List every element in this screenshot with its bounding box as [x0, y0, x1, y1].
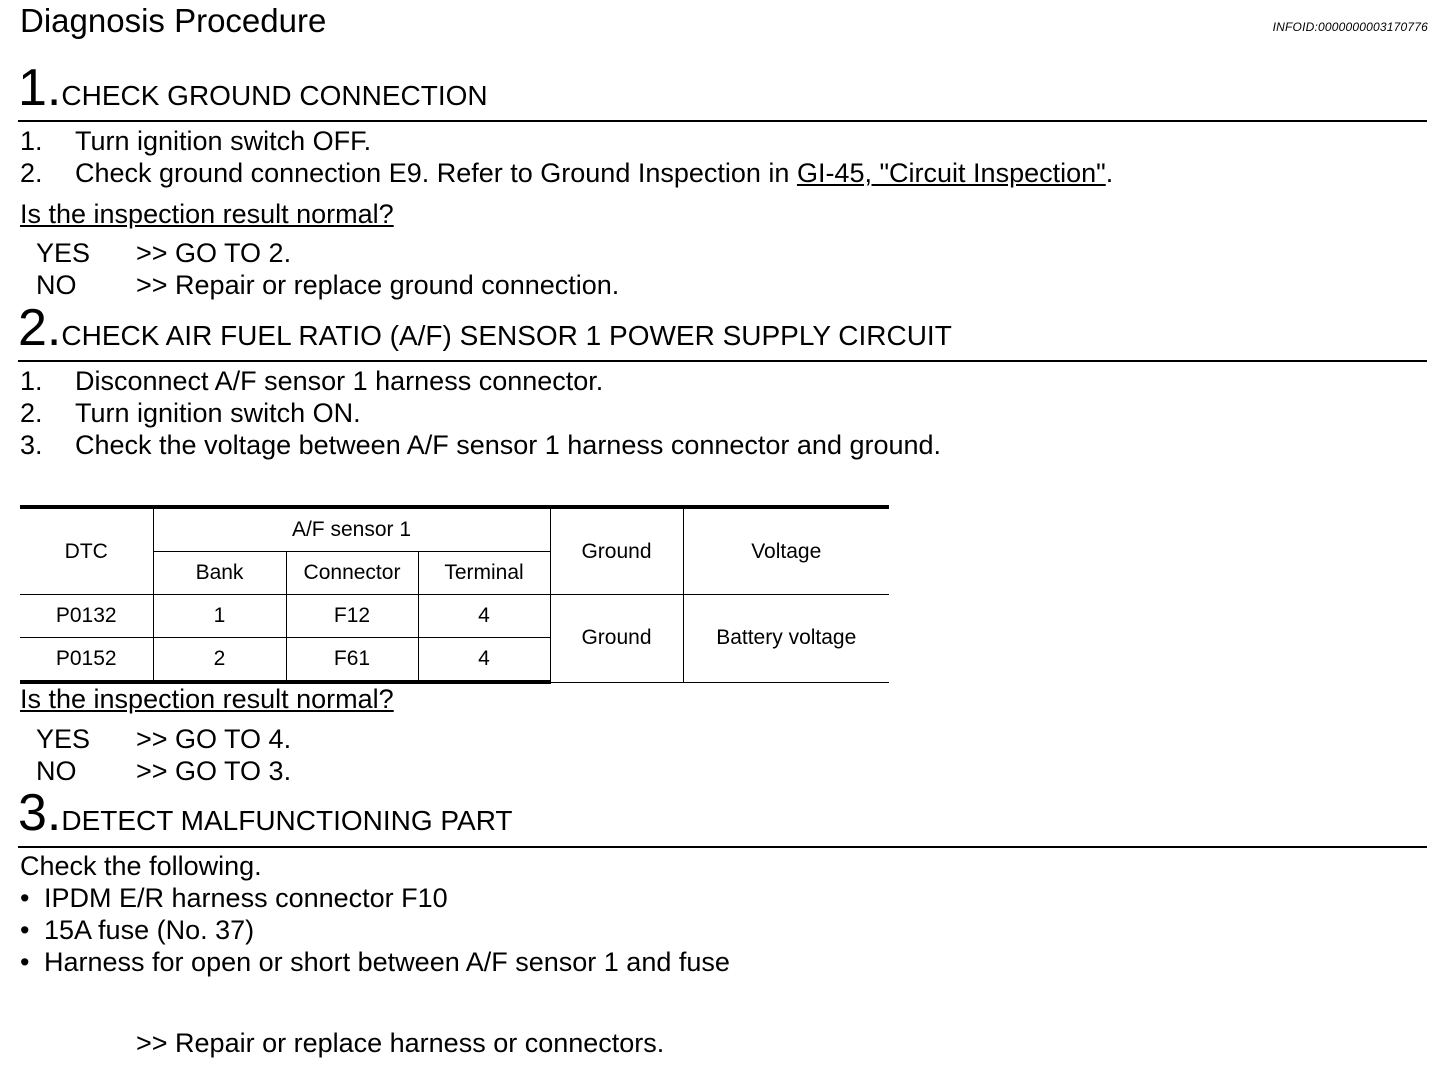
item-text: Check the voltage between A/F sensor 1 harness connector and ground.: [75, 430, 942, 460]
item-text: Disconnect A/F sensor 1 harness connector.: [75, 366, 604, 396]
bullet-text: Harness for open or short between A/F sensor 1 and fuse: [44, 947, 730, 977]
item-text-end: .: [1105, 158, 1114, 188]
cell-ground: Ground: [550, 595, 683, 683]
cell-connector: F12: [286, 595, 418, 638]
answer-key: NO: [36, 756, 77, 786]
step-2-question: Is the inspection result normal?: [20, 684, 394, 714]
step-3-bullet-2: [20, 914, 254, 946]
step-2-heading: [18, 299, 952, 357]
item-text: Check ground connection E9. Refer to Ground Inspection in: [75, 158, 797, 188]
cell-connector: F61: [286, 638, 418, 683]
info-id: INFOID:0000000003170776: [1272, 20, 1428, 34]
step-3-number: 3.: [18, 784, 62, 842]
step-3-bullet-3: [20, 946, 730, 978]
cell-voltage: Battery voltage: [683, 595, 889, 683]
header-ground: Ground: [550, 507, 683, 595]
circuit-inspection-link[interactable]: GI-45, "Circuit Inspection": [796, 158, 1106, 188]
step-2-item-3: [20, 429, 941, 461]
bullet-text: 15A fuse (No. 37): [44, 915, 255, 945]
header-terminal: Terminal: [418, 552, 550, 595]
header-connector: Connector: [286, 552, 418, 595]
item-text: Turn ignition switch ON.: [75, 398, 361, 428]
step-3-divider: [18, 846, 1427, 848]
voltage-spec-table: [20, 505, 889, 684]
header-bank: Bank: [153, 552, 286, 595]
step-1-heading: [18, 59, 488, 117]
step-1-item-2: [20, 157, 1113, 189]
cell-bank: 1: [153, 595, 286, 638]
step-1-divider: [18, 120, 1427, 122]
step-3-heading: [18, 784, 513, 842]
step-3-title: DETECT MALFUNCTIONING PART: [61, 805, 513, 836]
item-number: 3.: [20, 430, 43, 460]
step-3-intro: Check the following.: [20, 851, 262, 881]
answer-key: NO: [36, 270, 77, 300]
answer-value: >> GO TO 3.: [136, 756, 292, 786]
answer-value: >> GO TO 4.: [136, 724, 292, 754]
step-2-title: CHECK AIR FUEL RATIO (A/F) SENSOR 1 POWER SUPPLY CIRCUIT: [61, 320, 952, 351]
item-number: 1.: [20, 366, 43, 396]
header-af-sensor: A/F sensor 1: [153, 507, 550, 552]
step-1-item-1: [20, 125, 371, 157]
step-2-answer-yes: [36, 723, 291, 755]
header-dtc: DTC: [20, 507, 153, 595]
step-3-bullet-1: [20, 882, 448, 914]
item-number: 2.: [20, 158, 43, 188]
header-voltage: Voltage: [683, 507, 889, 595]
item-number: 1.: [20, 126, 43, 156]
answer-value: >> GO TO 2.: [136, 238, 292, 268]
cell-bank: 2: [153, 638, 286, 683]
step-1-number: 1.: [18, 59, 62, 117]
step-1-answer-no: [36, 269, 619, 301]
cell-terminal: 4: [418, 638, 550, 683]
step-2-divider: [18, 360, 1427, 362]
step-2-answer-no: [36, 755, 291, 787]
item-text: Turn ignition switch OFF.: [75, 126, 372, 156]
step-1-title: CHECK GROUND CONNECTION: [61, 80, 488, 111]
item-number: 2.: [20, 398, 43, 428]
step-1-question: Is the inspection result normal?: [20, 199, 394, 229]
bullet-mark: •: [20, 947, 30, 977]
bullet-text: IPDM E/R harness connector F10: [44, 883, 448, 913]
cell-dtc: P0132: [20, 595, 153, 638]
answer-value: >> Repair or replace ground connection.: [136, 270, 620, 300]
step-2-item-1: [20, 365, 603, 397]
step-1-answer-yes: [36, 237, 291, 269]
cell-dtc: P0152: [20, 638, 153, 683]
page-title: Diagnosis Procedure: [20, 2, 327, 39]
bullet-mark: •: [20, 883, 30, 913]
step-2-item-2: [20, 397, 361, 429]
step-3-final-action: >> Repair or replace harness or connectors.: [136, 1028, 665, 1058]
table-row: [20, 595, 889, 638]
step-2-number: 2.: [18, 299, 62, 357]
table-header-row: [20, 507, 889, 552]
cell-terminal: 4: [418, 595, 550, 638]
bullet-mark: •: [20, 915, 30, 945]
answer-key: YES: [36, 238, 91, 268]
answer-key: YES: [36, 724, 91, 754]
